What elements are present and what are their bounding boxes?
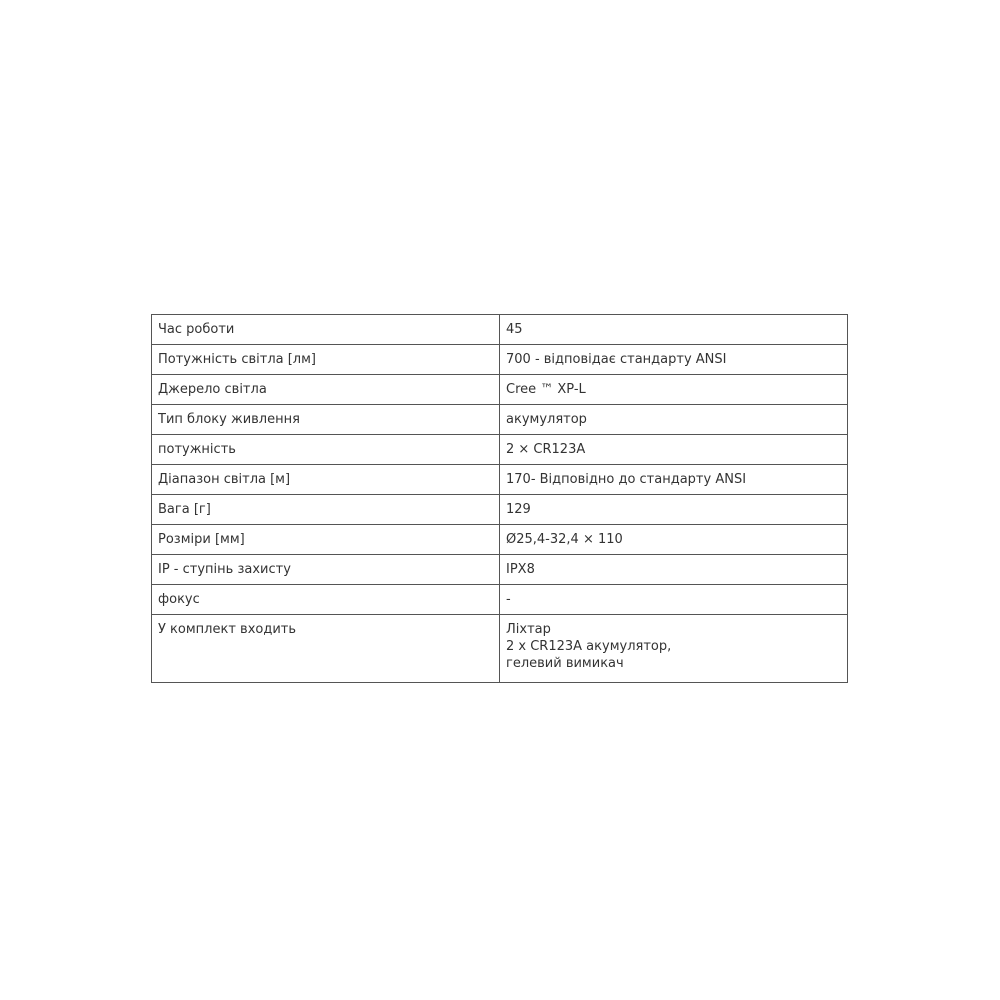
spec-value: Ø25,4-32,4 × 110 bbox=[500, 525, 848, 555]
package-contents bbox=[500, 615, 848, 683]
table-row bbox=[152, 315, 848, 345]
table-row bbox=[152, 555, 848, 585]
spec-value: акумулятор bbox=[500, 405, 848, 435]
spec-label: Діапазон світла [м] bbox=[152, 465, 500, 495]
spec-label: IP - ступінь захисту bbox=[152, 555, 500, 585]
spec-table bbox=[151, 314, 848, 683]
table-row bbox=[152, 345, 848, 375]
spec-value: 45 bbox=[500, 315, 848, 345]
spec-label: Потужність світла [лм] bbox=[152, 345, 500, 375]
spec-value: 700 - відповідає стандарту ANSI bbox=[500, 345, 848, 375]
spec-value: IPX8 bbox=[500, 555, 848, 585]
package-line: Ліхтар bbox=[506, 622, 551, 637]
package-line: 2 x CR123A акумулятор, bbox=[506, 639, 672, 654]
table-row bbox=[152, 465, 848, 495]
spec-label: Час роботи bbox=[152, 315, 500, 345]
spec-label: Джерело світла bbox=[152, 375, 500, 405]
spec-label: Тип блоку живлення bbox=[152, 405, 500, 435]
spec-label: Розміри [мм] bbox=[152, 525, 500, 555]
spec-value: 170- Відповідно до стандарту ANSI bbox=[500, 465, 848, 495]
table-row bbox=[152, 405, 848, 435]
table-row bbox=[152, 435, 848, 465]
table-row bbox=[152, 585, 848, 615]
table-row bbox=[152, 375, 848, 405]
spec-label: фокус bbox=[152, 585, 500, 615]
table-row bbox=[152, 525, 848, 555]
spec-label: Вага [г] bbox=[152, 495, 500, 525]
table-row bbox=[152, 495, 848, 525]
table-row-package bbox=[152, 615, 848, 683]
spec-value: 129 bbox=[500, 495, 848, 525]
spec-label: потужність bbox=[152, 435, 500, 465]
spec-value: 2 × CR123A bbox=[500, 435, 848, 465]
spec-value: Cree ™ XP-L bbox=[500, 375, 848, 405]
spec-value: - bbox=[500, 585, 848, 615]
package-line: гелевий вимикач bbox=[506, 656, 624, 671]
spec-label: У комплект входить bbox=[152, 615, 500, 683]
